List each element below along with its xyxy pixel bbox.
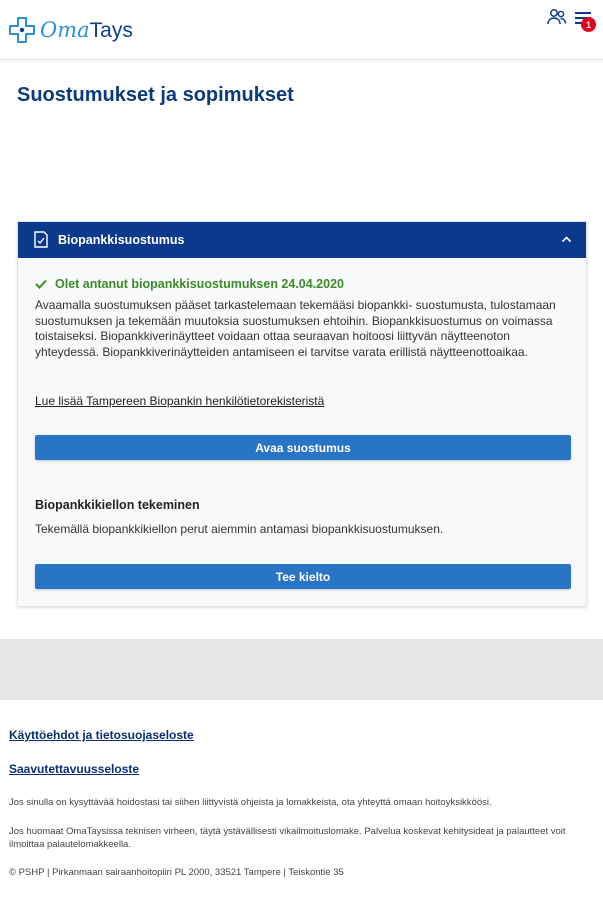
- biobank-consent-card: [17, 221, 587, 607]
- footer-divider-band: [0, 639, 603, 700]
- app-header: [0, 0, 603, 60]
- contact-info-text: Jos sinulla on kysyttävää hoidostasi tai siihen liittyvistä ohjeista ja lomakkeista, ota yhteyttä omaan hoitoyksikköösi.: [9, 797, 492, 808]
- page-title: Suostumukset ja sopimukset: [17, 84, 294, 106]
- ban-description: Tekemällä biopankkikiellon perut aiemmin antamasi biopankkisuostumuksen.: [35, 522, 444, 536]
- make-ban-button[interactable]: Tee kielto: [35, 564, 571, 589]
- document-icon: [34, 231, 48, 248]
- terms-link[interactable]: Käyttöehdot ja tietosuojaseloste: [9, 728, 194, 742]
- read-more-link[interactable]: Lue lisää Tampereen Biopankin henkilötietorekisteristä: [35, 394, 325, 408]
- users-icon[interactable]: [547, 8, 567, 26]
- ban-heading: Biopankkikiellon tekeminen: [35, 498, 200, 512]
- consent-status: [35, 277, 344, 291]
- bug-report-text: Jos huomaat OmaTaysissa teknisen virheen, täytä ystävällisesti vikailmoituslomake. Palvelua koskevat kehitysideat ja palautteet voit ilmoittaa palautelomakkeella.: [9, 826, 566, 850]
- card-title: Biopankkisuostumus: [58, 233, 185, 247]
- notification-badge: 1: [581, 17, 596, 32]
- logo-cross-icon: [8, 16, 36, 44]
- accessibility-link[interactable]: Saavutettavuusseloste: [9, 762, 140, 776]
- consent-description: Avaamalla suostumuksen pääset tarkastelemaan tekemääsi biopankki- suostumusta, tulostamaan suostumuksen ja tekemään muutoksia suostumuksen ehtoihin. Biopankkisuostumus on voimassa toistaiseksi. Biopankkiverinäytteet voidaan ottaa seuraavan hoitoosi liittyvän näytteenoton yhteydessä. Biopankkiverinäytteiden antamiseen ei tarvitse varata erillistä näytteenottoaikaa.: [35, 298, 556, 359]
- status-text: Olet antanut biopankkisuostumuksen 24.04.2020: [55, 277, 344, 291]
- chevron-up-icon[interactable]: [561, 235, 572, 243]
- omatays-logo[interactable]: [8, 14, 133, 46]
- card-header[interactable]: [18, 222, 586, 258]
- logo-text: OmaTays: [40, 17, 133, 42]
- check-icon: [35, 279, 47, 289]
- copyright-text: © PSHP | Pirkanmaan sairaanhoitopiiri PL 2000, 33521 Tampere | Teiskontie 35: [9, 867, 344, 878]
- open-consent-button[interactable]: Avaa suostumus: [35, 435, 571, 460]
